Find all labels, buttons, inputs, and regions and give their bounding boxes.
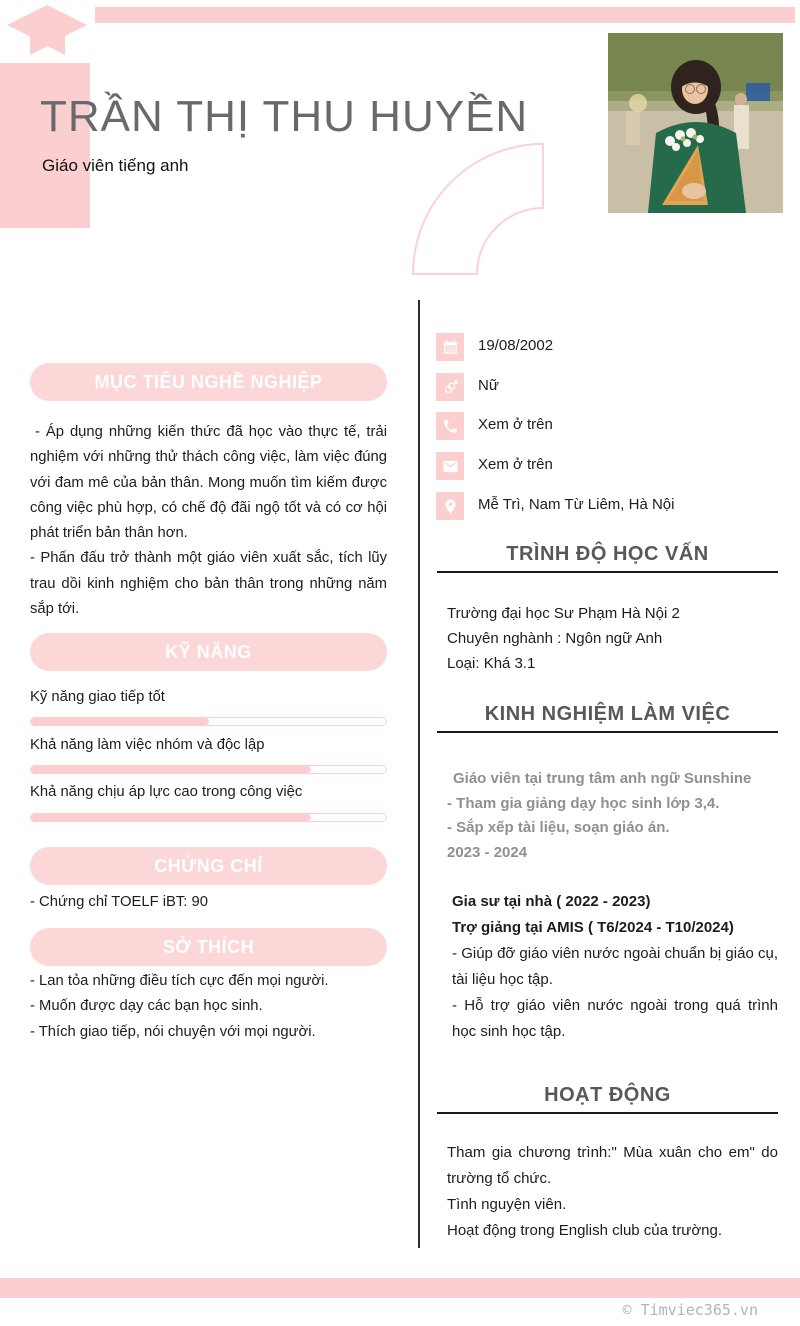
job-title-line: Trợ giảng tại AMIS ( T6/2024 - T10/2024) <box>452 919 734 936</box>
section-title-activities: HOẠT ĐỘNG <box>544 1084 671 1106</box>
hobby-item: - Muốn được dạy các bạn học sinh. <box>30 998 263 1015</box>
section-title-objective: MỤC TIÊU NGHỀ NGHIỆP <box>30 363 387 401</box>
skill-bar-fill <box>31 814 311 821</box>
left-accent-block <box>0 63 90 228</box>
section-title-skills: KỸ NĂNG <box>30 633 387 671</box>
education-line: Loại: Khá 3.1 <box>447 655 536 672</box>
objective-paragraph: - Phấn đấu trở thành một giáo viên xuất sắc, tích lũy trau dồi kinh nghiệm cho bản thân trong những năm sắp tới. <box>30 550 387 618</box>
job-bullet: - Giúp đỡ giáo viên nước ngoài chuẩn bị giáo cụ, tài liệu học tập. <box>452 945 778 988</box>
education-block <box>447 601 778 676</box>
footer-accent-bar <box>0 1278 800 1298</box>
column-divider <box>418 300 420 1248</box>
skill-bar <box>30 813 387 822</box>
section-rule <box>437 1112 778 1114</box>
profile-photo <box>608 33 783 213</box>
graduation-cap-icon <box>5 3 90 61</box>
activity-line: Hoạt động trong English club của trường. <box>447 1222 723 1239</box>
contact-email: Xem ở trên <box>478 456 553 473</box>
skill-bar-fill <box>31 766 311 773</box>
experience-job2-details <box>452 941 778 1045</box>
job-bullet: - Hỗ trợ giáo viên nước ngoài trong quá trình học sinh học tập. <box>452 997 778 1040</box>
calendar-icon <box>436 333 464 361</box>
education-line: Chuyên nghành : Ngôn ngữ Anh <box>447 630 663 647</box>
activities-block <box>447 1140 778 1244</box>
section-title-certificates: CHỨNG CHỈ <box>30 847 387 885</box>
hobby-item: - Thích giao tiếp, nói chuyện với mọi người. <box>30 1023 316 1040</box>
contact-phone: Xem ở trên <box>478 416 553 433</box>
quarter-ring-decoration <box>410 128 550 278</box>
skill-label: Kỹ năng giao tiếp tốt <box>30 689 165 705</box>
contact-birthday: 19/08/2002 <box>478 337 554 354</box>
skill-bar <box>30 765 387 774</box>
hobby-item: - Lan tỏa những điều tích cực đến mọi người. <box>30 973 329 989</box>
activity-line: Tình nguyện viên. <box>447 1196 567 1213</box>
gender-icon <box>436 373 464 401</box>
location-icon <box>436 492 464 520</box>
skill-label: Khả năng chịu áp lực cao trong công việc <box>30 784 303 800</box>
experience-job2 <box>452 889 778 941</box>
section-rule <box>437 571 778 573</box>
objective-paragraph: - Áp dụng những kiến thức đã học vào thực tế, trải nghiệm với những thử thách công việc, làm việc đúng với đam mê của bản thân. Mong muốn tìm kiếm được công việc phù hợp, có chế độ đãi ngộ tốt và có cơ hội phát triển bản thân hơn. <box>30 424 387 542</box>
education-line: Trường đại học Sư Phạm Hà Nội 2 <box>447 605 680 622</box>
email-icon <box>436 452 464 480</box>
contact-gender: Nữ <box>478 377 499 394</box>
section-title-experience: KINH NGHIỆM LÀM VIỆC <box>484 703 731 725</box>
objective-text <box>30 420 387 622</box>
experience-job1 <box>447 767 778 865</box>
job-duty: - Sắp xếp tài liệu, soạn giáo án. <box>447 819 670 836</box>
phone-icon <box>436 412 464 440</box>
job-name: Giáo viên tại trung tâm anh ngữ Sunshine <box>453 770 752 787</box>
watermark: © Timviec365.vn <box>622 1301 758 1319</box>
contact-address: Mễ Trì, Nam Từ Liêm, Hà Nội <box>478 496 675 513</box>
skill-label: Khả năng làm việc nhóm và độc lập <box>30 737 265 753</box>
section-title-education: TRÌNH ĐỘ HỌC VẤN <box>506 543 709 565</box>
candidate-job-title: Giáo viên tiếng anh <box>42 156 189 175</box>
skill-bar-fill <box>31 718 209 725</box>
activity-line: Tham gia chương trình:" Mùa xuân cho em" do trường tổ chức. <box>447 1144 778 1187</box>
section-title-hobbies: SỞ THÍCH <box>30 928 387 966</box>
certificate-item: - Chứng chỉ TOELF iBT: 90 <box>30 894 208 910</box>
section-rule <box>437 731 778 733</box>
candidate-name: TRẦN THỊ THU HUYỀN <box>40 92 529 141</box>
job-duty: - Tham gia giảng dạy học sinh lớp 3,4. <box>447 794 720 812</box>
job-title-line: Gia sư tại nhà ( 2022 - 2023) <box>452 893 651 910</box>
skill-bar <box>30 717 387 726</box>
hobby-list <box>30 969 387 1045</box>
job-period: 2023 - 2024 <box>447 843 528 861</box>
top-accent-bar <box>95 7 795 23</box>
